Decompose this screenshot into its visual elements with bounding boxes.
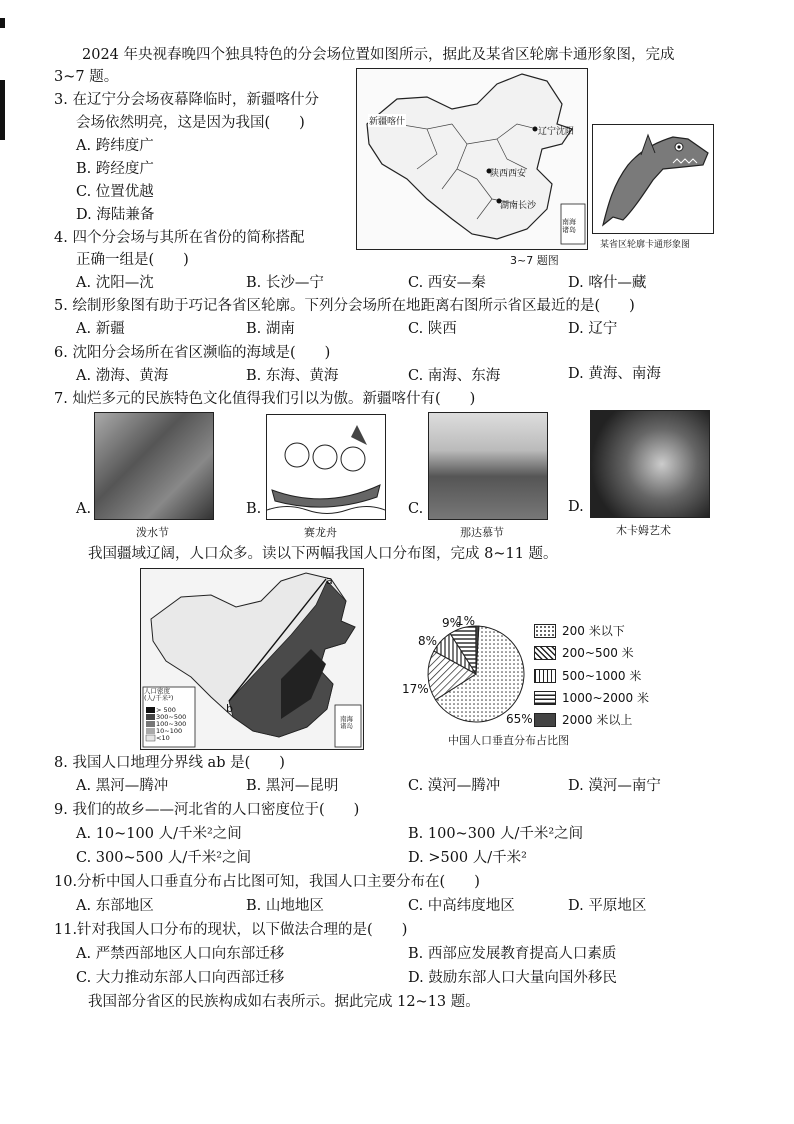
q5-stem: 5. 绘制形象图有助于巧记各省区轮廓。下列分会场所在地距离右图所示省区最近的是( ) <box>54 298 635 314</box>
q6-option-d[interactable]: D. 黄海、南海 <box>568 366 661 382</box>
pie-legend-item: 200 米以下 <box>534 622 625 639</box>
density-legend-item: > 500 <box>156 706 176 714</box>
china-map-venues <box>356 68 588 250</box>
photo-dragon-boat[interactable] <box>266 414 386 520</box>
q10-stem: 10.分析中国人口垂直分布占比图可知，我国人口主要分布在( ) <box>54 874 480 890</box>
q9-option-c[interactable]: C. 300~500 人/千米²之间 <box>76 850 252 866</box>
q3-stem: 3. 在辽宁分会场夜幕降临时，新疆喀什分 <box>54 92 319 108</box>
china-map-svg <box>357 69 587 249</box>
line-label-a: a <box>326 574 333 587</box>
pie-label-17pct: 17% <box>402 682 429 696</box>
density-islands-label: 南海 诸岛 <box>340 715 353 730</box>
binder-mark <box>0 18 5 28</box>
q11-option-d[interactable]: D. 鼓励东部人口大量向国外移民 <box>408 970 617 986</box>
binder-mark <box>0 80 5 140</box>
q4-option-a[interactable]: A. 沈阳—沈 <box>76 275 154 291</box>
q11-option-b[interactable]: B. 西部应发展教育提高人口素质 <box>408 946 617 962</box>
q7-stem: 7. 灿烂多元的民族特色文化值得我们引以为傲。新疆喀什有( ) <box>54 391 476 407</box>
q7-caption-a: 泼水节 <box>136 526 169 539</box>
q8-option-c[interactable]: C. 漠河—腾冲 <box>408 778 501 794</box>
q4-option-b[interactable]: B. 长沙—宁 <box>246 275 324 291</box>
density-legend-item: 300~500 <box>156 713 187 721</box>
line-label-b: b <box>226 702 233 715</box>
q5-option-a[interactable]: A. 新疆 <box>76 321 125 337</box>
q11-stem: 11.针对我国人口分布的现状，以下做法合理的是( ) <box>54 922 408 938</box>
label-changsha: 湖南长沙 <box>500 201 537 211</box>
q6-option-b[interactable]: B. 东海、黄海 <box>246 368 339 384</box>
pie-caption: 中国人口垂直分布占比图 <box>448 734 569 747</box>
q7-option-c[interactable]: C. <box>408 501 424 517</box>
province-cartoon <box>592 124 714 234</box>
intro-text-2: 我国疆域辽阔，人口众多。读以下两幅我国人口分布图，完成 8~11 题。 <box>88 546 558 562</box>
label-xian: 陕西西安 <box>490 169 527 179</box>
q6-option-c[interactable]: C. 南海、东海 <box>408 368 501 384</box>
pie-legend-item: 500~1000 米 <box>534 667 641 684</box>
density-legend-item: 10~100 <box>156 727 183 735</box>
photo-naadam[interactable] <box>428 412 548 520</box>
q9-option-b[interactable]: B. 100~300 人/千米²之间 <box>408 826 584 842</box>
pie-label-9pct: 9% <box>442 616 462 630</box>
q5-option-b[interactable]: B. 湖南 <box>246 321 295 337</box>
label-kashgar: 新疆喀什 <box>368 114 406 127</box>
q7-caption-c: 那达慕节 <box>460 526 504 539</box>
shark-shape-svg <box>593 125 713 233</box>
q8-stem: 8. 我国人口地理分界线 ab 是( ) <box>54 755 285 771</box>
q7-option-b[interactable]: B. <box>246 501 262 517</box>
q6-stem: 6. 沈阳分会场所在省区濒临的海域是( ) <box>54 345 331 361</box>
intro-text-3: 我国部分省区的民族构成如右表所示。据此完成 12~13 题。 <box>88 994 480 1010</box>
intro-text: 3~7 题。 <box>54 69 119 85</box>
q3-option-c[interactable]: C. 位置优越 <box>76 184 154 200</box>
q10-option-a[interactable]: A. 东部地区 <box>76 898 154 914</box>
cartoon-caption: 某省区轮廓卡通形象图 <box>600 240 691 250</box>
q10-option-c[interactable]: C. 中高纬度地区 <box>408 898 515 914</box>
q9-stem: 9. 我们的故乡——河北省的人口密度位于( ) <box>54 802 360 818</box>
q10-option-b[interactable]: B. 山地地区 <box>246 898 324 914</box>
q4-stem: 4. 四个分会场与其所在省份的简称搭配 <box>54 230 305 246</box>
q7-caption-b: 赛龙舟 <box>304 526 337 539</box>
q3-option-b[interactable]: B. 跨经度广 <box>76 161 154 177</box>
pie-legend-item: 1000~2000 米 <box>534 689 649 706</box>
pie-label-65pct: 65% <box>506 712 533 726</box>
q11-option-c[interactable]: C. 大力推动东部人口向西部迁移 <box>76 970 285 986</box>
density-legend-item: <10 <box>156 734 170 742</box>
q3-option-d[interactable]: D. 海陆兼备 <box>76 207 155 223</box>
q9-option-a[interactable]: A. 10~100 人/千米²之间 <box>76 826 242 842</box>
q9-option-d[interactable]: D. >500 人/千米² <box>408 850 527 866</box>
vertical-distribution-pie <box>424 622 528 726</box>
pie-label-8pct: 8% <box>418 634 438 648</box>
photo-water-festival[interactable] <box>94 412 214 520</box>
label-south-china-sea-islands: 南海 诸岛 <box>562 218 576 234</box>
q8-option-b[interactable]: B. 黑河—昆明 <box>246 778 339 794</box>
dragon-boat-drawing <box>267 415 385 519</box>
q10-option-d[interactable]: D. 平原地区 <box>568 898 647 914</box>
q4-option-d[interactable]: D. 喀什—藏 <box>568 275 647 291</box>
q4-option-c[interactable]: C. 西安—秦 <box>408 275 486 291</box>
q3-option-a[interactable]: A. 跨纬度广 <box>76 138 154 154</box>
q7-option-a[interactable]: A. <box>76 501 92 517</box>
q6-option-a[interactable]: A. 渤海、黄海 <box>76 368 169 384</box>
pie-label-1pct: 1% <box>456 614 476 628</box>
label-shenyang: 辽宁沈阳 <box>538 127 575 137</box>
photo-muqam[interactable] <box>590 410 710 518</box>
q5-option-c[interactable]: C. 陕西 <box>408 321 457 337</box>
map1-caption: 3~7 题图 <box>510 254 559 267</box>
q11-option-a[interactable]: A. 严禁西部地区人口向东部迁移 <box>76 946 285 962</box>
q8-option-a[interactable]: A. 黑河—腾冲 <box>76 778 169 794</box>
q7-option-d[interactable]: D. <box>568 499 584 515</box>
q7-caption-d: 木卡姆艺术 <box>616 524 671 537</box>
q8-option-d[interactable]: D. 漠河—南宁 <box>568 778 661 794</box>
density-legend-item: 100~300 <box>156 720 187 728</box>
q5-option-d[interactable]: D. 辽宁 <box>568 321 618 337</box>
q4-stem: 正确一组是( ) <box>76 252 189 268</box>
density-legend-title: 人口密度 (人/千米²) <box>144 687 174 702</box>
q3-stem: 会场依然明亮，这是因为我国( ) <box>76 115 305 131</box>
pie-legend-item: 200~500 米 <box>534 644 634 661</box>
pie-legend-item: 2000 米以上 <box>534 711 632 728</box>
intro-text: 2024 年央视春晚四个独具特色的分会场位置如图所示，据此及某省区轮廓卡通形象图，完成 <box>82 47 675 63</box>
